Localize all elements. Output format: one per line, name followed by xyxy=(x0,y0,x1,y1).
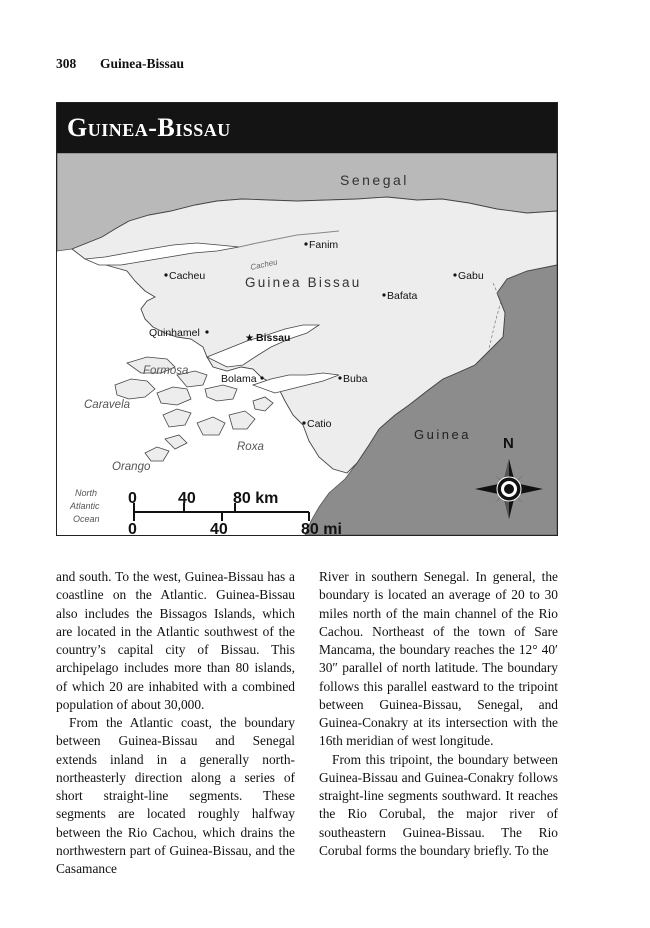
paragraph: From the Atlantic coast, the boundary between Guinea-Bissau and Senegal extends inland in a generally north-northeasterly direction along a series of short straight-line segments. These segments are located roughly halfway between the Rio Cachou, which drains the northwestern part of Guinea-Bissau, and the Casamance xyxy=(56,715,295,876)
scale-mi-0: 0 xyxy=(128,521,137,535)
city-quinhamel: Quinhamel xyxy=(149,327,200,339)
paragraph: and south. To the west, Guinea-Bissau has a coastline on the Atlantic. Guinea-Bissau also includes the Bissagos Islands, which are located in the Atlantic southwest of the country’s capital city of Bissau. This archipelago includes more than 80 islands, of which 20 are inhabited with a combined population of about 30,000. xyxy=(56,569,295,712)
city-dot-bolama xyxy=(260,376,263,379)
scale-mi-80: 80 mi xyxy=(301,521,342,535)
scale-km-80: 80 km xyxy=(233,490,279,507)
page-number: 308 xyxy=(56,56,77,71)
label-ocean-line3: Ocean xyxy=(73,514,100,524)
city-dot-buba xyxy=(338,376,341,379)
scale-km-40: 40 xyxy=(178,490,196,507)
scale-km-0: 0 xyxy=(128,490,137,507)
label-orango: Orango xyxy=(112,461,151,473)
city-dot-catio xyxy=(302,421,305,424)
city-gabu: Gabu xyxy=(458,270,484,282)
city-fanim: Fanim xyxy=(309,239,339,251)
compass-north-label: N xyxy=(503,435,514,452)
city-dot-fanim xyxy=(304,242,307,245)
capital-star-icon: ★ xyxy=(245,333,254,344)
map-title-bar xyxy=(57,103,557,153)
label-ocean-line1: North xyxy=(75,488,98,498)
city-dot-gabu xyxy=(453,273,456,276)
label-guinea-bissau: Guinea Bissau xyxy=(245,275,362,290)
column-left xyxy=(56,568,295,878)
running-title: Guinea-Bissau xyxy=(100,56,185,71)
city-dot-quinhamel xyxy=(205,330,208,333)
paragraph: River in southern Senegal. In general, the boundary is located an average of 20 to 30 miles north of the main channel of the Rio Cachou. Northeast of the town of Sare Mancama, the boundary reaches the 12° 40′ 30″ parallel of north latitude. The boundary follows this parallel eastward to the tripoint between Guinea-Bissau, Senegal, and Guinea-Conakry at its intersection with the 16th meridian of west longitude. xyxy=(319,569,558,749)
city-bolama: Bolama xyxy=(221,373,257,385)
label-caravela: Caravela xyxy=(84,399,131,411)
label-senegal: Senegal xyxy=(340,172,409,188)
map-figure xyxy=(56,102,558,536)
city-dot-cacheu xyxy=(164,273,167,276)
city-catio: Catio xyxy=(307,418,332,430)
scale-mi-40: 40 xyxy=(210,521,228,535)
running-head xyxy=(56,56,184,72)
city-cacheu: Cacheu xyxy=(169,270,206,282)
paragraph: From this tripoint, the boundary between Guinea-Bissau and Guinea-Conakry follows straight-line segments southward. It reaches the Rio Corubal, the major river of southeastern Guinea-Bissau. The Rio Corubal forms the boundary briefly. To the xyxy=(319,751,558,858)
label-cacheu-river: Cacheu xyxy=(249,257,279,272)
column-right xyxy=(319,568,558,860)
city-bafata: Bafata xyxy=(387,290,418,302)
map-canvas xyxy=(57,153,557,535)
label-formosa: Formosa xyxy=(143,365,189,377)
city-dot-bafata xyxy=(382,293,385,296)
city-buba: Buba xyxy=(343,373,368,385)
label-ocean-line2: Atlantic xyxy=(70,501,100,511)
label-roxa: Roxa xyxy=(237,441,264,453)
map-title: Guinea-Bissau xyxy=(67,113,231,142)
city-bissau: Bissau xyxy=(256,332,291,344)
label-guinea: Guinea xyxy=(414,427,471,442)
